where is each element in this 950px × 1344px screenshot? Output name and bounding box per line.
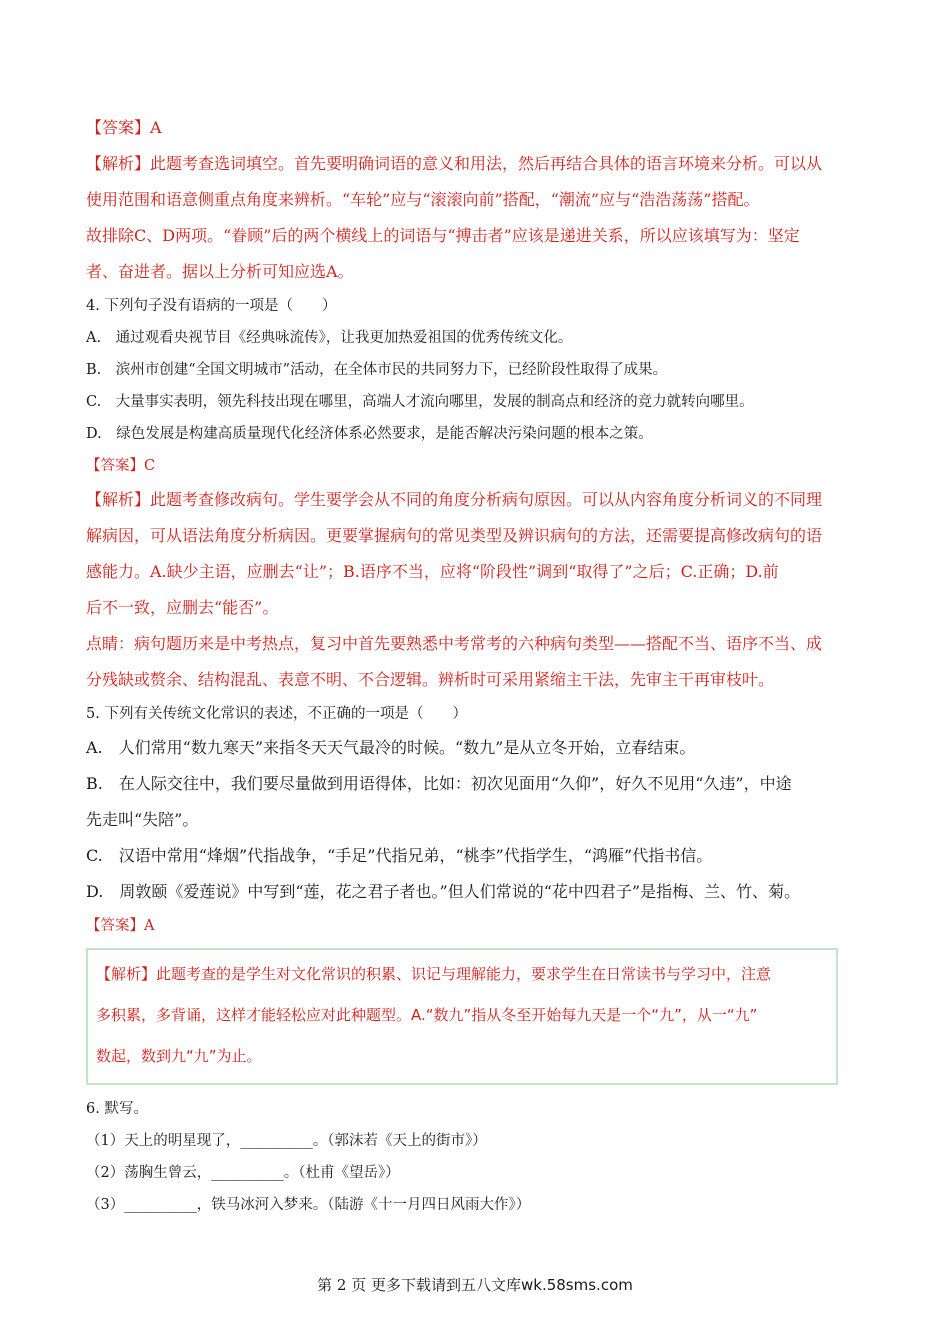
q5-stem: 5. 下列有关传统文化常识的表述，不正确的一项是（ ） [86, 706, 467, 722]
q5-analysis-line: 数起，数到九“九”为止。 [96, 1047, 262, 1065]
q5-options [86, 730, 866, 910]
q5-analysis-box [86, 948, 838, 1085]
q4-option-c: C. 大量事实表明，领先科技出现在哪里，高端人才流向哪里，发展的制高点和经济的竞力就转向哪里。 [86, 394, 754, 410]
q5-option-a: A. 人们常用“数九寒天”来指冬天天气最冷的时候。“数九”是从立冬开始，立春结束。 [86, 738, 696, 757]
q5-option-b-cont: 先走叫“失陪”。 [86, 810, 199, 829]
q6-items [86, 1125, 866, 1221]
q6-item-3: （3）__________，铁马冰河入梦来。（陆游《十一月四日风雨大作》） [86, 1197, 531, 1213]
q5-answer: 【答案】A [86, 918, 155, 934]
page-content [86, 110, 866, 1221]
q4-tip-line: 分残缺或赘余、结构混乱、表意不明、不合逻辑。辨析时可采用紧缩主干法，先审主干再审枝叶。 [86, 670, 775, 689]
q3-answer: 【答案】A [86, 118, 162, 137]
q5-analysis-line: 多积累，多背诵，这样才能轻松应对此种题型。A.“数九”指从冬至开始每九天是一个“九”，从一“九” [96, 1006, 758, 1024]
q4-analysis-line: 感能力。A.缺少主语，应删去“让”；B.语序不当，应将“阶段性”调到“取得了”之后；C.正确；D.前 [86, 562, 779, 581]
q3-analysis [86, 146, 866, 290]
q3-analysis-line: 使用范围和语意侧重点角度来辨析。“车轮”应与“滚滚向前”搭配，“潮流”应与“浩浩荡荡”搭配。 [86, 190, 760, 209]
q5-option-d: D. 周敦颐《爱莲说》中写到“莲，花之君子者也。”但人们常说的“花中四君子”是指梅、兰、竹、菊。 [86, 882, 801, 901]
q4-analysis [86, 482, 866, 698]
q4-option-a: A. 通过观看央视节目《经典咏流传》，让我更加热爱祖国的优秀传统文化。 [86, 330, 573, 346]
q4-answer: 【答案】C [86, 458, 156, 474]
q5-option-b: B. 在人际交往中，我们要尽量做到用语得体，比如：初次见面用“久仰”，好久不见用“久违”，中途 [86, 774, 792, 793]
q5-option-c: C. 汉语中常用“烽烟”代指战争，“手足”代指兄弟，“桃李”代指学生，“鸿雁”代指书信。 [86, 846, 713, 865]
q4-option-b: B. 滨州市创建“全国文明城市”活动，在全体市民的共同努力下，已经阶段性取得了成果。 [86, 362, 668, 378]
page-footer [0, 1274, 950, 1295]
q4-option-d: D. 绿色发展是构建高质量现代化经济体系必然要求，是能否解决污染问题的根本之策。 [86, 426, 653, 442]
q4-analysis-line: 解病因，可从语法角度分析病因。更要掌握病句的常见类型及辨识病句的方法，还需要提高修改病句的语 [86, 526, 823, 545]
footer-text: 第 2 页 更多下载请到五八文库 [317, 1276, 521, 1294]
q4-stem: 4. 下列句子没有语病的一项是（ ） [86, 298, 337, 314]
q6-item-2: （2）荡胸生曾云，__________。（杜甫《望岳》） [86, 1165, 400, 1181]
q3-analysis-line: 者、奋进者。据以上分析可知应选A。 [86, 262, 354, 281]
q3-analysis-line: 故排除C、D两项。“眷顾”后的两个横线上的词语与“搏击者”应该是递进关系，所以应该填写为：坚定 [86, 226, 800, 245]
q4-tip-line: 点睛：病句题历来是中考热点，复习中首先要熟悉中考常考的六种病句类型——搭配不当、语序不当、成 [86, 634, 823, 653]
q5-analysis-line: 【解析】此题考查的是学生对文化常识的积累、识记与理解能力，要求学生在日常读书与学习中，注意 [96, 965, 772, 983]
q4-analysis-line: 后不一致，应删去“能否”。 [86, 598, 279, 617]
footer-url[interactable]: wk.58sms.com [521, 1276, 633, 1294]
q4-analysis-line: 【解析】此题考查修改病句。学生要学会从不同的角度分析病句原因。可以从内容角度分析词义的不同理 [86, 490, 823, 509]
q6-stem: 6. 默写。 [86, 1101, 148, 1117]
q6-item-1: （1）天上的明星现了，__________。（郭沫若《天上的街市》） [86, 1133, 487, 1149]
q4-options [86, 322, 866, 450]
q3-analysis-line: 【解析】此题考查选词填空。首先要明确词语的意义和用法，然后再结合具体的语言环境来分析。可以从 [86, 154, 823, 173]
